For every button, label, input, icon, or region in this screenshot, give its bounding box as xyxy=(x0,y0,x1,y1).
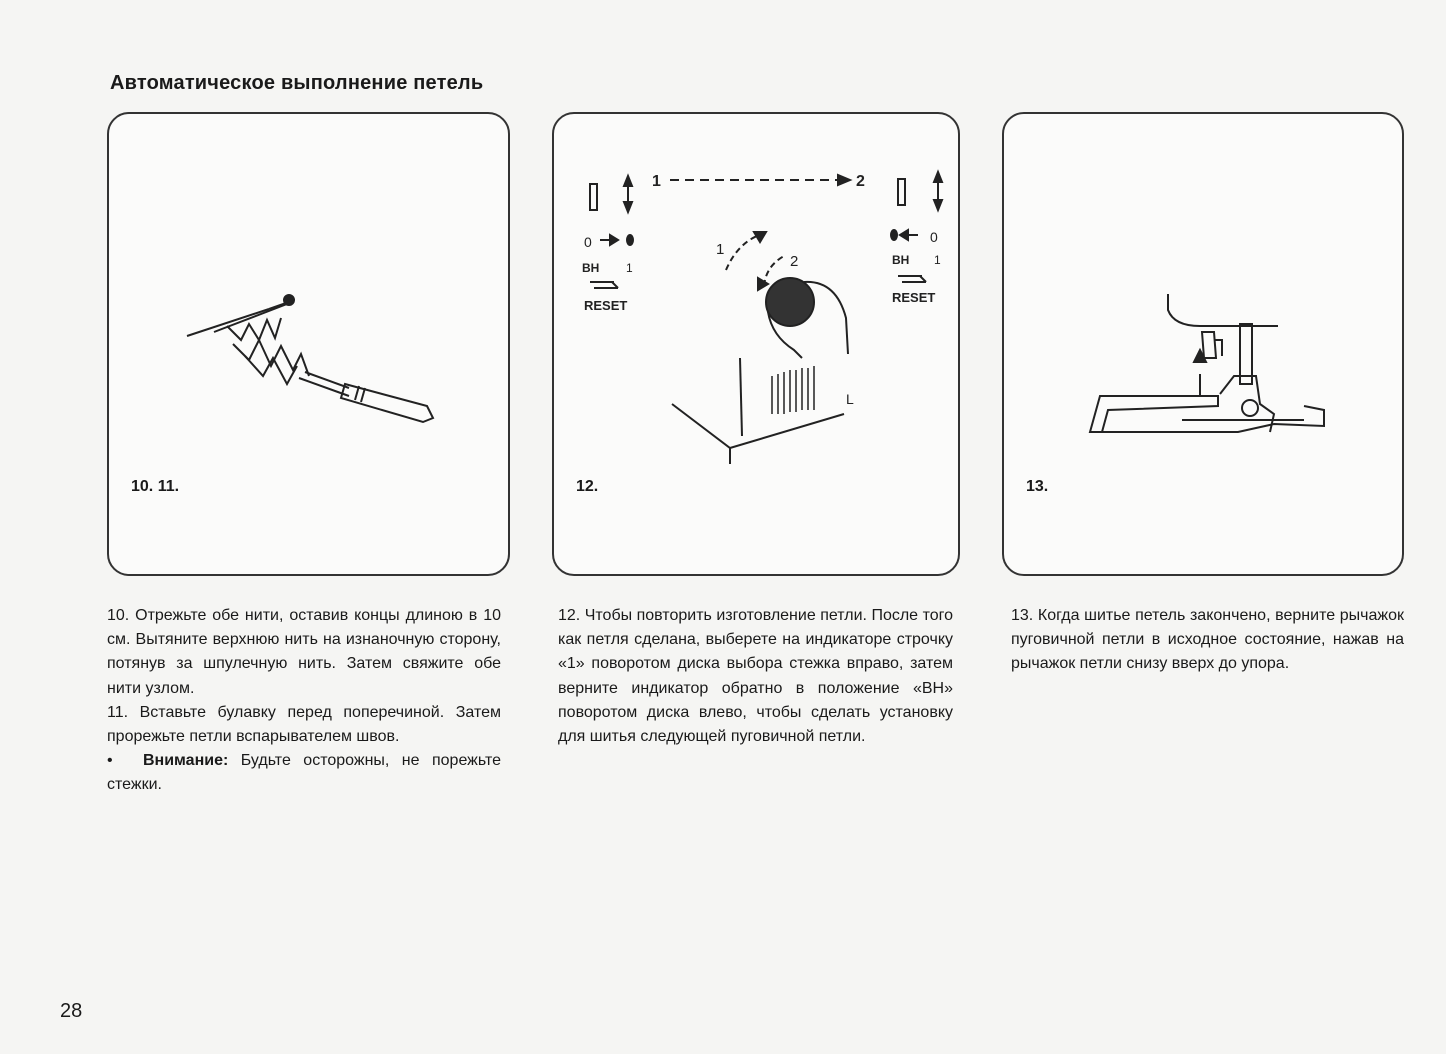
warning-text: Будьте осторожны, не порежьте стежки. xyxy=(107,752,501,794)
buttonhole-lever-illustration xyxy=(1004,114,1406,578)
right-zero-label: 0 xyxy=(930,229,938,245)
stitch-dial-illustration xyxy=(554,114,962,578)
instructions-column-10-11 xyxy=(107,604,501,798)
illustration-panel-buttonhole-lever xyxy=(1002,112,1404,576)
left-zero-label: 0 xyxy=(584,234,592,250)
step-12-text: 12. Чтобы повторить изготовление петли. После того как петля сделана, выберете на индикаторе строчку «1» поворотом диска выбора стежка вправо, затем верните индикатор обратно в положение «BH» поворотом диска влево, чтобы сделать установку для шитья следующей пуговичной петли. xyxy=(558,607,953,746)
warning-note xyxy=(107,749,501,797)
left-bh-label: BH xyxy=(582,261,600,275)
left-one-label: 1 xyxy=(626,261,633,275)
step-13-text: 13. Когда шитье петель закончено, верните рычажок пуговичной петли в исходное состояние, нажав на рычажок петли снизу вверх до упора. xyxy=(1011,607,1404,673)
right-bh-label: BH xyxy=(892,253,910,267)
right-one-label: 1 xyxy=(934,253,941,267)
panel-label: 12. xyxy=(576,478,599,495)
side-mark: L xyxy=(846,391,854,407)
illustration-panel-stitch-dial xyxy=(552,112,960,576)
step-10-text: 10. Отрежьте обе нити, оставив концы длиною в 10 см. Вытяните верхнюю нить на изнаночную сторону, потянув за шпулечную нить. Затем свяжите обе нити узлом. xyxy=(107,607,501,697)
knob-direction-2: 2 xyxy=(790,253,799,270)
left-reset-label: RESET xyxy=(584,298,628,313)
seam-ripper-illustration xyxy=(109,114,512,578)
step-1-number: 1 xyxy=(652,173,661,190)
panel-label: 10. 11. xyxy=(131,478,180,495)
instructions-column-12 xyxy=(558,604,953,749)
step-2-number: 2 xyxy=(856,173,865,190)
warning-label: Внимание: xyxy=(143,752,229,770)
page-title: Автоматическое выполнение петель xyxy=(110,72,484,94)
page-number: 28 xyxy=(60,1000,83,1022)
instructions-column-13 xyxy=(1011,604,1404,677)
knob-direction-1: 1 xyxy=(716,241,725,258)
step-11-text: 11. Вставьте булавку перед поперечиной. Затем прорежьте петли вспарывателем швов. xyxy=(107,703,501,746)
right-reset-label: RESET xyxy=(892,290,936,305)
bullet: • xyxy=(107,752,113,770)
panel-label: 13. xyxy=(1026,478,1049,495)
illustration-panel-cut-threads xyxy=(107,112,510,576)
